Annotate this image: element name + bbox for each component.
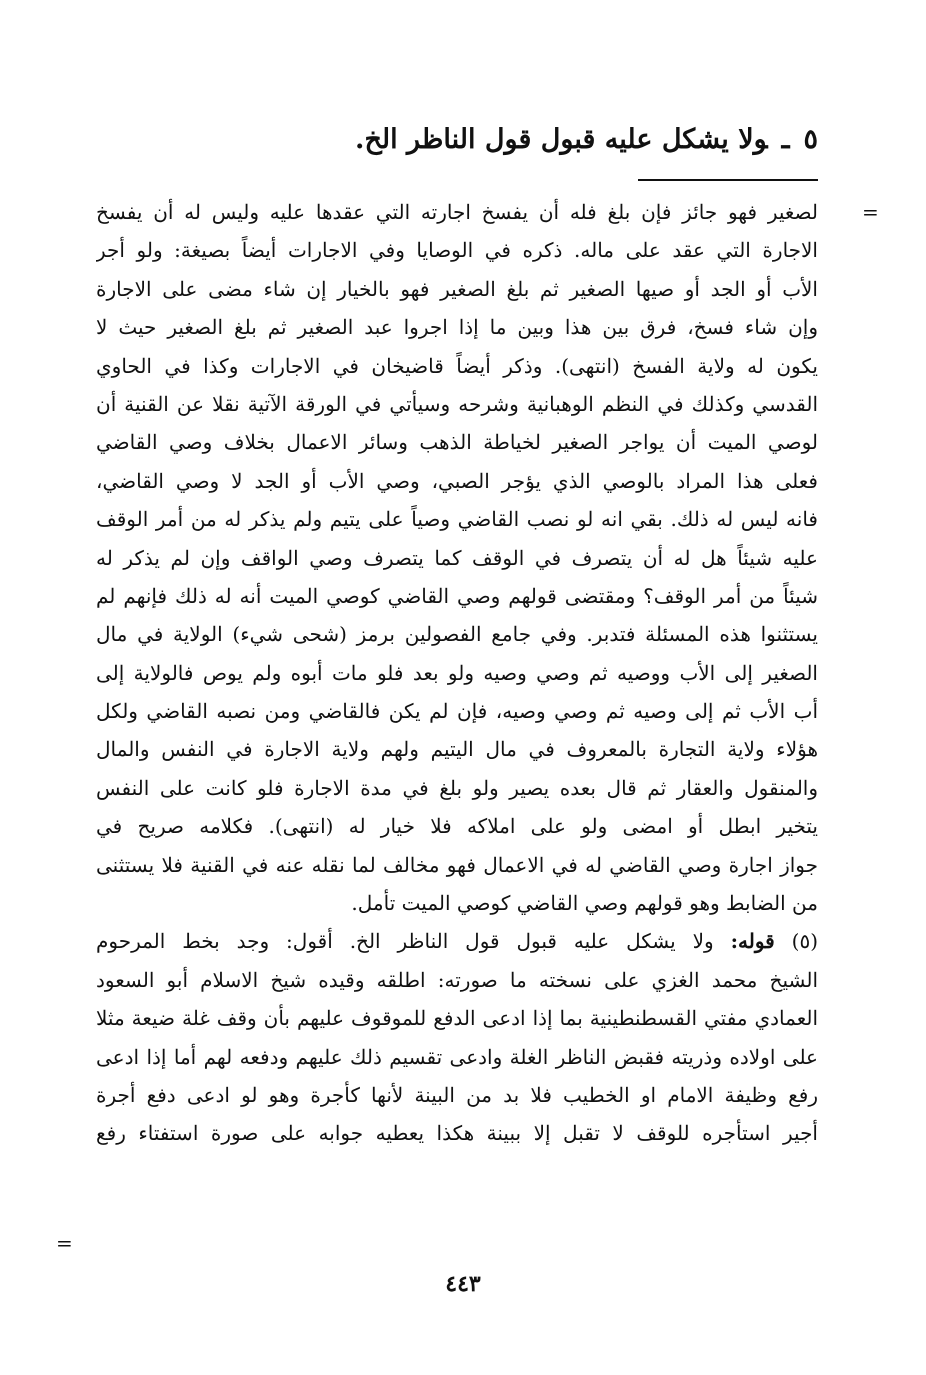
text-line: الاجارة التي عقد على ماله. ذكره في الوصايا وفي الاجارات أيضاً بصيغة: ولو أجر [96,238,818,263]
note-label: قوله: [730,929,775,954]
page-number: ٤٤٣ [445,1271,481,1297]
text-line: يتخير ابطل أو امضى ولو على املاكه فلا خيار له (انتهى). فكلامه صريح في [96,814,818,839]
text-line: هؤلاء ولاية التجارة بالمعروف في مال اليتيم ولهم ولاية الاجارة في النفس والمال [96,737,818,762]
text-line: يكون له ولاية الفسخ (انتهى). وذكر أيضاً قاضيخان في الاجارات وكذا في الحاوي [96,353,818,378]
text-line: الصغير إلى الأب ووصيه ثم وصي وصيه ولو بعد فلو مات أبوه ولم يوص فالولاية إلى [96,660,818,685]
note-first-line [96,922,818,960]
note-line: أجير استأجره للوقف لا تقبل إلا ببينة هكذا يعطيه جوابه على صورة استفتاء رفع [96,1121,818,1146]
text-line: لصغير فهو جائز فإن بلغ فله أن يفسخ اجارته التي عقدها عليه وليس له أن يفسخ [96,200,818,224]
commentary-text [96,193,818,1153]
text-line: شيئاً من أمر الوقف؟ ومقتضى قولهم وصي القاضي كوصي الميت أنه له ذلك فإنهم لم [96,583,818,608]
text-line: يستثنوا هذه المسئلة فتدبر. وفي جامع الفصولين برمز (شحى شيء) الولاية في مال [96,622,818,647]
note-number: (٥) [791,929,818,954]
text-line: جواز اجارة وصي القاضي له في الاعمال فهو مخالف لما نقله عنه في القنية فلا يستثنى [96,852,818,877]
text-line: فانه ليس له ذلك. بقي انه لو نصب القاضي وصياً على يتيم ولم يذكر له من أمر الوقف [96,507,818,532]
note-line: رفع وظيفة الامام او الخطيب فلا بد من البينة لأنها كأجرة وهو لو ادعى دفع أجرة [96,1082,818,1107]
note-line: الشيخ محمد الغزي على نسخته ما صورته: اطلقه وقيده شيخ الاسلام أبو السعود [96,967,818,992]
heading-text: ولا يشكل عليه قبول قول الناظر الخ. [355,124,768,155]
text-line: أب الأب ثم إلى وصيه ثم وصي وصيه، فإن لم يكن فالقاضي ومن نصبه القاضي ولكل [96,699,818,724]
text-line: القدسي وكذلك في النظم الوهبانية وشرحه وسيأتي في الورقة الآتية نقلا عن القنية أن [96,391,818,416]
continuation-mark-bottom: = [56,1231,73,1255]
section-heading [258,118,818,162]
text-line: من الضابط وهو قولهم وصي القاضي كوصي الميت تأمل. [351,891,818,916]
text-line: الأب أو الجد أو صيها الصغير ثم بلغ الصغير فهو بالخيار إن شاء مضى على الاجارة [96,276,818,301]
note-line: على اولاده وذريته فقبض الناظر الغلة وادعى تقسيم ذلك عليهم ودفعه لهم أما إذا ادعى [96,1044,818,1069]
heading-number: ٥ [803,124,818,155]
note-line: العمادي مفتي القسطنطينية بما إذا ادعى الدفع للموقوف عليهم بأن وقف غلة ضيعة مثلا [96,1006,818,1031]
text-line: عليه شيئاً هل له أن يتصرف في الوقف كما يتصرف وصي الواقف وإن لم يذكر له [96,545,818,570]
text-line: وإن شاء فسخ، فرق بين هذا وبين ما إذا اجروا عبد الصغير ثم بلغ الصغير حيث لا [96,315,818,340]
footnote-separator-rule [638,179,818,181]
text-line: والمنقول والعقار ثم قال بعده يصير ولو بلغ في مدة الاجارة فلو كانت على النفس [96,775,818,800]
text-line: لوصي الميت أن يواجر الصغير لخياطة الذهب وسائر الاعمال بخلاف وصي القاضي [96,430,818,455]
continuation-mark-top: = [862,200,879,224]
note-first-line-text: ولا يشكل عليه قبول قول الناظر الخ. أقول: وجد بخط المرحوم [96,929,714,954]
heading-dash: ـ [781,124,790,155]
text-line: فعلى هذا المراد بالوصي الذي يؤجر الصبي، وصي الأب أو الجد لا وصي القاضي، [96,468,818,493]
